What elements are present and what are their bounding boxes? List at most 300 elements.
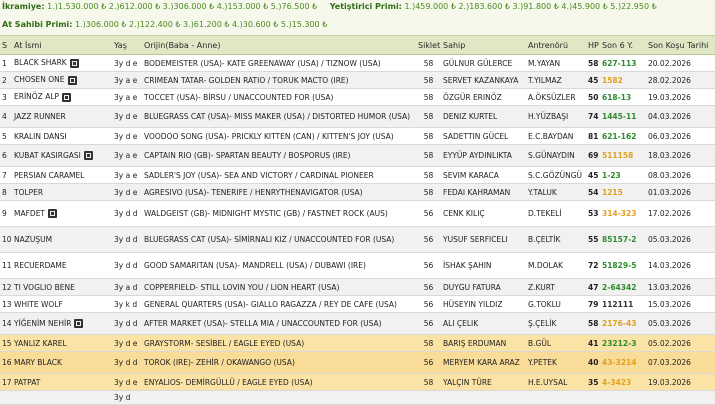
cell-weight (416, 296, 441, 313)
cell-horse-name-text[interactable]: NAZUŞUM (14, 235, 53, 244)
cell-last-race-date (646, 313, 715, 335)
cell-age (112, 391, 142, 405)
cell-origin[interactable] (142, 313, 416, 335)
table-row[interactable] (0, 55, 715, 72)
cell-horse-name-text[interactable]: ERİNÖZ ALP (14, 92, 60, 102)
cell-horse-name[interactable] (12, 279, 112, 296)
cell-origin-text[interactable]: AGRESIVO (USA)- TENERIFE / HENRYTHENAVIGATOR (USA) (144, 187, 363, 197)
cell-horse-name-text[interactable]: JAZZ RUNNER (14, 112, 66, 121)
cell-last6 (600, 145, 646, 167)
cell-owner[interactable] (441, 201, 526, 227)
cell-owner[interactable] (441, 313, 526, 335)
cell-owner[interactable] (441, 374, 526, 391)
cell-age (112, 145, 142, 167)
cell-origin[interactable] (142, 55, 416, 72)
cell-age (112, 55, 142, 72)
cell-start-no-text: 3 (2, 92, 7, 102)
cell-start-no-text: 13 (2, 299, 12, 309)
cell-hp (586, 296, 600, 313)
cell-weight-text: 58 (423, 170, 434, 180)
cell-owner-text[interactable]: SERVET KAZANKAYA (443, 75, 519, 85)
cell-hp (586, 352, 600, 374)
cell-last6-text: 314-323 (602, 209, 637, 218)
cell-origin-text[interactable]: WALDGEIST (GB)- MIDNIGHT MYSTIC (GB) / FASTNET ROCK (AUS) (144, 209, 388, 218)
cell-horse-name-text[interactable]: WHITE WOLF (14, 299, 63, 309)
cell-trainer[interactable] (526, 128, 586, 145)
cell-age-text: 3y d e (114, 58, 138, 68)
cell-start-no (0, 106, 12, 128)
cell-horse-name[interactable] (12, 253, 112, 279)
cell-origin-text[interactable]: COPPERFIELD- STILL LOVIN YOU / LION HEART (USA) (144, 282, 340, 292)
cell-trainer[interactable] (526, 335, 586, 352)
race-entries-table (0, 36, 715, 405)
cell-origin[interactable] (142, 106, 416, 128)
cell-horse-name-text[interactable]: MAFDET (14, 208, 46, 218)
cell-horse-name[interactable] (12, 227, 112, 253)
table-row[interactable] (0, 335, 715, 352)
cell-start-no (0, 335, 12, 352)
col-yas-header[interactable]: Yaş (112, 36, 142, 55)
cell-start-no (0, 72, 12, 89)
cell-weight (416, 55, 441, 72)
cell-age-text: 3y d (114, 393, 131, 402)
cell-age-text: 3y k d (114, 299, 138, 309)
cell-origin[interactable] (142, 296, 416, 313)
cell-trainer[interactable] (526, 89, 586, 106)
cell-origin-text[interactable]: BLUEGRASS CAT (USA)- SİMİRNALI KIZ / UNACCOUNTED FOR (USA) (144, 235, 395, 244)
cell-owner[interactable] (441, 184, 526, 201)
cell-horse-name-text[interactable]: PATPAT (14, 377, 41, 387)
cell-owner[interactable] (441, 167, 526, 184)
cell-origin[interactable] (142, 89, 416, 106)
cell-start-no (0, 279, 12, 296)
cell-weight-text: 56 (423, 319, 434, 328)
cell-age-text: 3y a e (114, 151, 138, 160)
table-row[interactable] (0, 253, 715, 279)
cell-trainer[interactable] (526, 184, 586, 201)
cell-origin[interactable] (142, 145, 416, 167)
yetistirici-label: Yetiştirici Primi: (329, 2, 402, 11)
cell-owner-text[interactable]: YALÇIN TÜRE (443, 377, 492, 387)
cell-horse-name[interactable] (12, 145, 112, 167)
cell-hp (586, 167, 600, 184)
cell-weight (416, 227, 441, 253)
cell-owner-text[interactable]: HÜSEYIN YILDIZ (443, 299, 503, 309)
cell-horse-name[interactable] (12, 335, 112, 352)
cell-owner[interactable] (441, 72, 526, 89)
cell-owner[interactable] (441, 227, 526, 253)
cell-owner-text[interactable]: FEDAI KAHRAMAN (443, 187, 511, 197)
cell-weight (416, 279, 441, 296)
cell-trainer[interactable] (526, 106, 586, 128)
table-header (0, 36, 715, 55)
cell-horse-name-text[interactable]: MARY BLACK (14, 358, 62, 367)
cell-origin-text[interactable]: BLUEGRASS CAT (USA)- MISS MAKER (USA) / DISTORTED HUMOR (USA) (144, 112, 411, 121)
table-row[interactable] (0, 72, 715, 89)
cell-last6 (600, 55, 646, 72)
cell-trainer[interactable] (526, 313, 586, 335)
cell-trainer-text[interactable]: A.ÖKSÜZLER (528, 92, 576, 102)
cell-last-race-date-text: 17.02.2026 (648, 209, 691, 218)
cell-owner[interactable] (441, 55, 526, 72)
cell-weight-text: 58 (423, 338, 434, 348)
cell-age (112, 296, 142, 313)
col-antrenor-header[interactable]: Antrenörü (526, 36, 586, 55)
cell-trainer-text[interactable]: Z.KURT (528, 282, 555, 292)
col-s-header[interactable]: S (0, 36, 12, 55)
cell-horse-name-text[interactable]: KRALIN DANSI (14, 131, 67, 141)
cell-weight-text: 56 (423, 299, 434, 309)
cell-last6 (600, 89, 646, 106)
cell-horse-name[interactable] (12, 374, 112, 391)
cell-horse-name[interactable] (12, 352, 112, 374)
cell-trainer-text[interactable]: H.YÜZBAŞI (528, 112, 569, 121)
cell-last6 (600, 72, 646, 89)
cell-hp (586, 145, 600, 167)
cell-origin[interactable] (142, 72, 416, 89)
table-row[interactable] (0, 227, 715, 253)
jersey-icon (68, 76, 77, 85)
cell-start-no-text: 8 (2, 187, 7, 197)
cell-last-race-date (646, 72, 715, 89)
cell-last6 (600, 352, 646, 374)
cell-horse-name-text[interactable]: TI VOGLIO BENE (14, 282, 75, 292)
cell-trainer[interactable] (526, 279, 586, 296)
cell-trainer[interactable] (526, 374, 586, 391)
cell-origin-text[interactable]: VOODOO SONG (USA)- PRICKLY KITTEN (CAN) / KITTEN'S JOY (USA) (144, 131, 394, 141)
cell-weight-text: 58 (423, 377, 434, 387)
cell-start-no-text: 9 (2, 209, 7, 218)
cell-origin[interactable] (142, 374, 416, 391)
cell-last6-text: 1215 (602, 187, 623, 197)
cell-weight-text: 56 (423, 235, 434, 244)
cell-start-no-text: 4 (2, 112, 7, 121)
cell-weight-text: 58 (423, 75, 434, 85)
table-row[interactable] (0, 106, 715, 128)
cell-last6-text: 1-23 (602, 170, 621, 180)
cell-age (112, 167, 142, 184)
cell-trainer-text[interactable]: S.GÜNAYDIN (528, 151, 575, 160)
cell-last6 (600, 201, 646, 227)
cell-hp (586, 72, 600, 89)
cell-last-race-date-text: 19.03.2026 (648, 92, 691, 102)
cell-origin[interactable] (142, 167, 416, 184)
cell-trainer-text[interactable]: Ş.ÇELİK (528, 319, 557, 328)
cell-weight-text: 58 (423, 112, 434, 121)
cell-trainer[interactable] (526, 352, 586, 374)
cell-last-race-date-text: 08.03.2026 (648, 170, 691, 180)
cell-owner-text[interactable]: YUSUF SERFICELI (443, 235, 508, 244)
cell-owner[interactable] (441, 106, 526, 128)
cell-age-text: 3y d d (114, 235, 138, 244)
cell-trainer[interactable] (526, 167, 586, 184)
cell-owner[interactable] (441, 391, 526, 405)
cell-last6-text: 511158 (602, 151, 634, 160)
cell-trainer-text[interactable]: Y.TALUK (528, 187, 557, 197)
cell-horse-name-text[interactable]: YİĞENİM NEHİR (14, 318, 72, 328)
cell-last-race-date-text: 18.03.2026 (648, 151, 691, 160)
cell-horse-name[interactable] (12, 106, 112, 128)
cell-owner[interactable] (441, 253, 526, 279)
cell-hp (586, 184, 600, 201)
jersey-icon (84, 151, 93, 160)
cell-age (112, 201, 142, 227)
cell-trainer[interactable] (526, 55, 586, 72)
cell-origin-text[interactable]: GENERAL QUARTERS (USA)- GIALLO RAGAZZA / REY DE CAFE (USA) (144, 299, 397, 309)
cell-last6-text: 2-64342 (602, 282, 637, 292)
cell-horse-name-text[interactable]: RECUERDAME (14, 261, 67, 270)
cell-weight-text: 56 (423, 358, 434, 367)
cell-owner[interactable] (441, 296, 526, 313)
cell-owner-text[interactable]: DENIZ KURTEL (443, 112, 498, 121)
cell-start-no (0, 184, 12, 201)
cell-owner-text[interactable]: MERYEM KARA ARAZ (443, 358, 520, 367)
cell-weight (416, 106, 441, 128)
cell-horse-name[interactable] (12, 184, 112, 201)
cell-origin-text[interactable]: TOCCET (USA)- BİRSU / UNACCOUNTED FOR (USA) (144, 92, 334, 102)
cell-owner[interactable] (441, 352, 526, 374)
table-row[interactable] (0, 296, 715, 313)
col-sahip-header[interactable]: Sahip (441, 36, 526, 55)
cell-trainer-text[interactable]: B.ÇELTİK (528, 235, 561, 244)
cell-origin[interactable] (142, 128, 416, 145)
cell-horse-name[interactable] (12, 201, 112, 227)
cell-owner-text[interactable]: DUYGU FATURA (443, 282, 501, 292)
cell-start-no (0, 145, 12, 167)
cell-horse-name-text[interactable]: BLACK SHARK (14, 58, 67, 68)
cell-origin[interactable] (142, 184, 416, 201)
col-siklet-header[interactable]: Siklet (416, 36, 441, 55)
cell-age (112, 89, 142, 106)
cell-last6 (600, 128, 646, 145)
cell-horse-name[interactable] (12, 72, 112, 89)
cell-trainer-text[interactable]: M.YAYAN (528, 58, 561, 68)
cell-trainer-text[interactable]: H.E.UYSAL (528, 377, 568, 387)
cell-weight (416, 391, 441, 405)
cell-trainer-text[interactable]: G.TOKLU (528, 299, 561, 309)
cell-horse-name-text[interactable]: YANLIZ KAREL (14, 338, 67, 348)
table-row[interactable] (0, 167, 715, 184)
cell-hp (586, 55, 600, 72)
table-row[interactable] (0, 391, 715, 405)
cell-origin[interactable] (142, 391, 416, 405)
cell-last-race-date (646, 55, 715, 72)
cell-hp (586, 106, 600, 128)
table-row[interactable] (0, 89, 715, 106)
cell-origin-text[interactable]: SADLER'S JOY (USA)- SEA AND VICTORY / CARDINAL PIONEER (144, 170, 374, 180)
cell-last6 (600, 279, 646, 296)
cell-hp-text: 45 (588, 75, 599, 85)
cell-last6-text: 1582 (602, 75, 623, 85)
cell-horse-name[interactable] (12, 391, 112, 405)
cell-horse-name[interactable] (12, 313, 112, 335)
cell-last-race-date (646, 296, 715, 313)
cell-start-no-text: 14 (2, 319, 12, 328)
ikramiye-line (2, 2, 657, 11)
col-orijin-header[interactable]: Orijin(Baba - Anne) (142, 36, 416, 55)
cell-owner[interactable] (441, 128, 526, 145)
cell-age-text: 3y d d (114, 209, 138, 218)
cell-owner-text[interactable]: SEVIM KARACA (443, 170, 499, 180)
cell-last6 (600, 253, 646, 279)
cell-horse-name[interactable] (12, 55, 112, 72)
cell-age (112, 374, 142, 391)
cell-horse-name[interactable] (12, 128, 112, 145)
cell-origin-text[interactable]: AFTER MARKET (USA)- STELLA MIA / UNACCOUNTED FOR (USA) (144, 319, 382, 328)
cell-age (112, 128, 142, 145)
cell-weight (416, 313, 441, 335)
cell-owner-text[interactable]: ALI ÇELIK (443, 319, 479, 328)
cell-trainer-text[interactable]: Y.PETEK (528, 358, 557, 367)
cell-owner[interactable] (441, 279, 526, 296)
table-row[interactable] (0, 201, 715, 227)
cell-origin-text[interactable]: TOROK (IRE)- ZEHİR / OKAWANGO (USA) (144, 358, 295, 367)
cell-owner[interactable] (441, 89, 526, 106)
cell-hp (586, 89, 600, 106)
cell-trainer[interactable] (526, 201, 586, 227)
jersey-icon (74, 319, 83, 328)
cell-origin-text[interactable]: GOOD SAMARITAN (USA)- MANDRELL (USA) / DUBAWI (IRE) (144, 261, 366, 270)
cell-owner-text[interactable]: ÖZGÜR ERINÖZ (443, 92, 502, 102)
cell-origin-text[interactable]: ENYALIOS- DEMİRGÜLLÜ / EAGLE EYED (USA) (144, 377, 313, 387)
cell-trainer-text[interactable]: M.DOLAK (528, 261, 563, 270)
cell-last-race-date-text: 07.03.2026 (648, 358, 691, 367)
col-hp-header[interactable]: HP (586, 36, 600, 55)
cell-start-no (0, 89, 12, 106)
cell-start-no (0, 313, 12, 335)
cell-last-race-date (646, 145, 715, 167)
cell-weight-text: 58 (423, 151, 434, 160)
cell-weight-text: 58 (423, 187, 434, 197)
cell-origin-text[interactable]: CAPTAIN RIO (GB)- SPARTAN BEAUTY / BOSPORUS (IRE) (144, 151, 351, 160)
cell-origin-text[interactable]: BODEMEISTER (USA)- KATE GREENAWAY (USA) / TIZNOW (USA) (144, 58, 381, 68)
cell-hp-text: 81 (588, 131, 599, 141)
cell-hp (586, 201, 600, 227)
cell-last-race-date-text: 20.02.2026 (648, 58, 691, 68)
cell-age (112, 184, 142, 201)
col-son6-header[interactable]: Son 6 Y. (600, 36, 646, 55)
cell-weight (416, 89, 441, 106)
cell-last-race-date-text: 28.02.2026 (648, 75, 691, 85)
cell-age (112, 279, 142, 296)
cell-owner-text[interactable]: İSHAK ŞAHIN (443, 261, 492, 270)
cell-last6 (600, 335, 646, 352)
cell-horse-name-text[interactable]: TOLPER (14, 187, 44, 197)
cell-weight-text: 56 (423, 282, 434, 292)
cell-horse-name[interactable] (12, 89, 112, 106)
cell-trainer[interactable] (526, 296, 586, 313)
cell-last-race-date-text: 05.03.2026 (648, 235, 691, 244)
cell-last-race-date (646, 335, 715, 352)
cell-origin[interactable] (142, 335, 416, 352)
cell-hp-text: 79 (588, 299, 599, 309)
prize-panel (0, 0, 715, 36)
cell-start-no (0, 201, 12, 227)
table-row[interactable] (0, 352, 715, 374)
cell-trainer[interactable] (526, 145, 586, 167)
cell-last6-text: 112111 (602, 299, 634, 309)
cell-start-no-text: 17 (2, 377, 12, 387)
cell-trainer-text[interactable]: S.C.GÖZÜNGÜ (528, 170, 583, 180)
cell-horse-name-text[interactable]: PERSIAN CARAMEL (14, 170, 85, 180)
cell-hp (586, 391, 600, 405)
cell-owner-text[interactable]: GÜLNUR GÜLERCE (443, 58, 513, 68)
cell-origin[interactable] (142, 227, 416, 253)
cell-origin[interactable] (142, 352, 416, 374)
cell-start-no (0, 391, 12, 405)
cell-start-no (0, 253, 12, 279)
cell-age-text: 3y a e (114, 75, 138, 85)
cell-owner-text[interactable]: BARIŞ ERDUMAN (443, 338, 507, 348)
table-row[interactable] (0, 145, 715, 167)
cell-owner-text[interactable]: SADETTIN GÜCEL (443, 131, 509, 141)
cell-trainer[interactable] (526, 72, 586, 89)
cell-start-no (0, 55, 12, 72)
cell-start-no-text: 7 (2, 170, 7, 180)
cell-hp (586, 335, 600, 352)
cell-hp-text: 74 (588, 112, 599, 121)
cell-start-no-text: 6 (2, 151, 7, 160)
cell-hp-text: 58 (588, 319, 599, 328)
table-row[interactable] (0, 313, 715, 335)
cell-horse-name-text[interactable]: KUBAT KASIRGASI (14, 150, 81, 160)
cell-hp (586, 313, 600, 335)
cell-last-race-date (646, 128, 715, 145)
col-at-ismi-header[interactable]: At İsmi (12, 36, 112, 55)
table-row[interactable] (0, 279, 715, 296)
cell-last-race-date (646, 253, 715, 279)
cell-horse-name[interactable] (12, 296, 112, 313)
cell-age-text: 3y d d (114, 261, 138, 270)
cell-hp-text: 53 (588, 209, 599, 218)
ikramiye-label: İkramiye: (2, 2, 45, 11)
cell-last-race-date-text: 01.03.2026 (648, 187, 691, 197)
table-row[interactable] (0, 184, 715, 201)
cell-origin[interactable] (142, 279, 416, 296)
cell-trainer-text[interactable]: T.YILMAZ (528, 75, 562, 85)
cell-trainer[interactable] (526, 227, 586, 253)
cell-hp (586, 279, 600, 296)
cell-horse-name-text[interactable]: CHOSEN ONE (14, 75, 65, 85)
cell-weight-text: 58 (423, 131, 434, 141)
yetistirici-amounts: 1.)459.000 ₺ 2.)183.600 ₺ 3.)91.800 ₺ 4.)45.900 ₺ 5.)22.950 ₺ (404, 2, 657, 11)
cell-trainer[interactable] (526, 253, 586, 279)
cell-trainer-text[interactable]: B.GÜL (528, 338, 552, 348)
cell-origin[interactable] (142, 201, 416, 227)
cell-horse-name[interactable] (12, 167, 112, 184)
col-son-kosu-header[interactable]: Son Koşu Tarihi (646, 36, 715, 55)
cell-owner-text[interactable]: CENK KILIÇ (443, 209, 485, 218)
cell-last6-text: 2176-43 (602, 319, 637, 328)
cell-origin-text[interactable]: GRAYSTORM- SESİBEL / EAGLE EYED (USA) (144, 338, 305, 348)
cell-owner-text[interactable]: EYYÜP AYDINLIKTA (443, 151, 512, 160)
cell-origin-text[interactable]: CRIMEAN TATAR- GOLDEN RATIO / TORUK MACTO (IRE) (144, 75, 349, 85)
cell-owner[interactable] (441, 145, 526, 167)
cell-origin[interactable] (142, 253, 416, 279)
table-row[interactable] (0, 128, 715, 145)
table-row[interactable] (0, 374, 715, 391)
cell-owner[interactable] (441, 335, 526, 352)
cell-last6-text: 618-13 (602, 92, 632, 102)
cell-trainer[interactable] (526, 391, 586, 405)
cell-start-no-text: 16 (2, 358, 12, 367)
cell-trainer-text[interactable]: E.C.BAYDAN (528, 131, 574, 141)
cell-trainer-text[interactable]: D.TEKELİ (528, 209, 562, 218)
cell-last6 (600, 313, 646, 335)
cell-last6-text: 621-162 (602, 131, 637, 141)
cell-hp-text: 55 (588, 235, 599, 244)
cell-start-no-text: 5 (2, 131, 7, 141)
